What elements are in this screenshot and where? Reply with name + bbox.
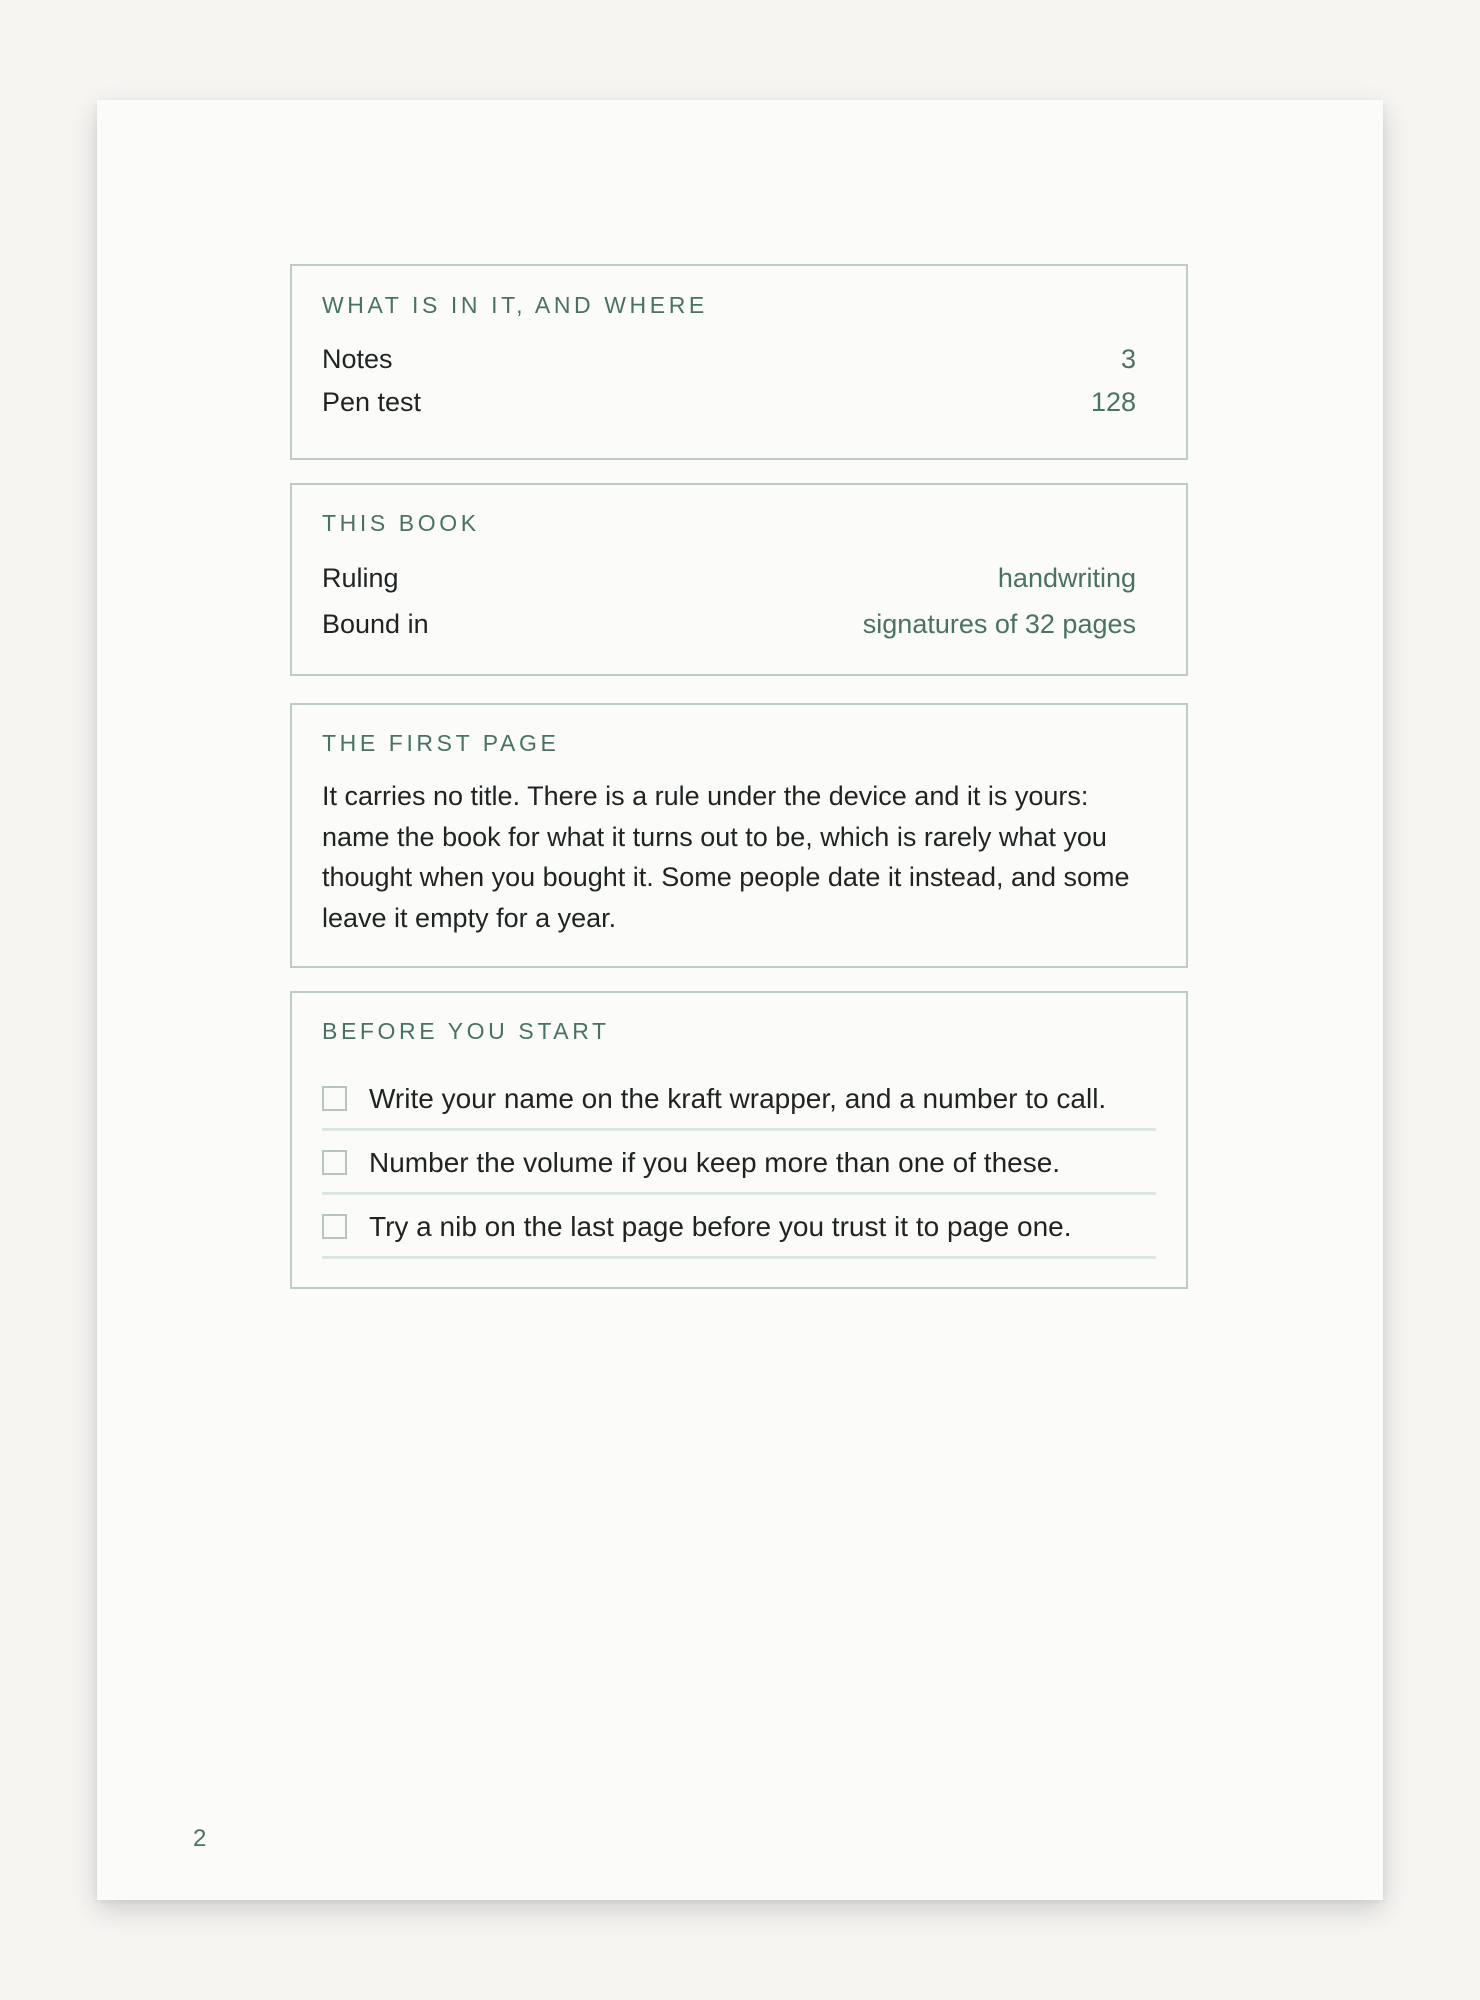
checkbox[interactable] (322, 1150, 347, 1175)
before-you-start-card (290, 991, 1188, 1289)
contents-list (322, 338, 1156, 424)
book-detail-label: Bound in (322, 609, 429, 639)
contents-row-label: Pen test (322, 387, 422, 417)
checklist-item-label: Number the volume if you keep more than one of these. (369, 1146, 1061, 1178)
book-details-list (322, 555, 1156, 647)
contents-row-notes (322, 338, 1156, 381)
first-page-card (290, 703, 1188, 968)
contents-row-pen-test (322, 381, 1156, 424)
checklist-item[interactable] (322, 1197, 1156, 1259)
notebook-page (97, 100, 1383, 1900)
contents-heading: WHAT IS IN IT, AND WHERE (322, 292, 708, 318)
page-number: 2 (193, 1825, 207, 1852)
checklist-item[interactable] (322, 1133, 1156, 1195)
book-detail-ruling (322, 555, 1156, 601)
contents-row-label: Notes (322, 344, 393, 374)
checkbox[interactable] (322, 1086, 347, 1111)
checklist-item[interactable] (322, 1069, 1156, 1131)
contents-card (290, 264, 1188, 460)
first-page-text: It carries no title. There is a rule under the device and it is yours: name the book for what it turns out to be, which is rarely what you thought when you bought it. Some people date it instead, and some leave it empty for a year. (322, 781, 1130, 933)
book-details-card (290, 483, 1188, 676)
checklist (322, 1069, 1156, 1259)
book-details-heading: THIS BOOK (322, 510, 480, 536)
before-you-start-heading: BEFORE YOU START (322, 1018, 610, 1044)
first-page-heading: THE FIRST PAGE (322, 730, 560, 756)
book-detail-label: Ruling (322, 563, 399, 593)
contents-row-page: 3 (1120, 344, 1136, 374)
checklist-item-label: Try a nib on the last page before you trust it to page one. (369, 1210, 1072, 1242)
checkbox[interactable] (322, 1214, 347, 1239)
book-detail-value: handwriting (997, 563, 1136, 593)
book-detail-value: signatures of 32 pages (862, 609, 1136, 639)
checklist-item-label: Write your name on the kraft wrapper, and a number to call. (369, 1082, 1107, 1114)
contents-row-page: 128 (1090, 387, 1136, 417)
book-detail-binding (322, 601, 1156, 647)
